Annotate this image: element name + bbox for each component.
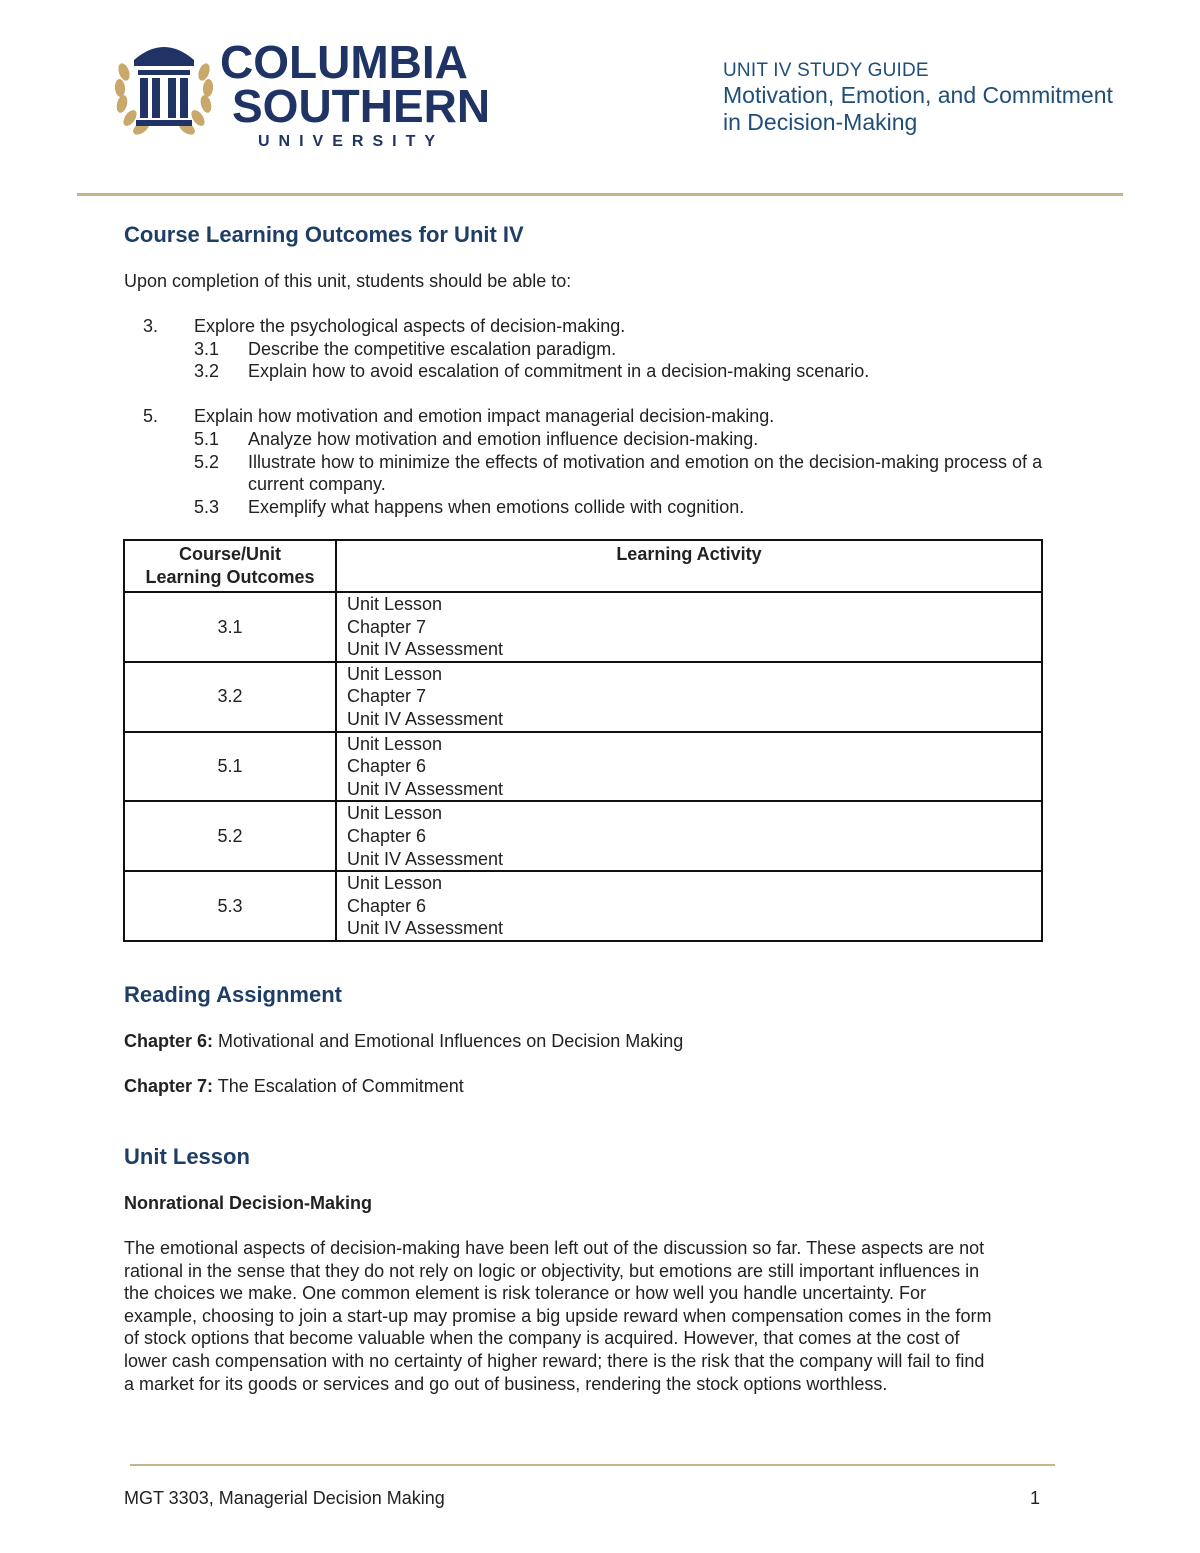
- reading-label: Chapter 7:: [124, 1076, 214, 1096]
- columns-building-icon: [134, 47, 194, 126]
- sub-outcome-number: 5.2: [194, 451, 220, 472]
- sub-outcome-item: [194, 360, 1104, 383]
- sub-outcome-text: Analyze how motivation and emotion influence decision-making.: [248, 428, 759, 449]
- outcome-code: 3.2: [124, 662, 336, 732]
- activity-item: Chapter 6: [347, 825, 427, 846]
- table-row: [124, 871, 1042, 941]
- header-outcomes: Course/Unit Learning Outcomes: [124, 540, 336, 592]
- reading-text: Motivational and Emotional Influences on Decision Making: [218, 1031, 684, 1051]
- page-number: 1: [1030, 1488, 1041, 1508]
- reading-label: Chapter 6:: [124, 1031, 214, 1051]
- sub-outcome-item: [194, 338, 1104, 361]
- lesson-paragraph: [124, 1237, 1084, 1395]
- study-guide-title-line2: in Decision-Making: [723, 109, 918, 135]
- table-row: [124, 592, 1042, 662]
- sub-outcome-number: 3.1: [194, 338, 220, 359]
- activity-item: Unit Lesson: [347, 873, 443, 894]
- study-guide-label: UNIT IV STUDY GUIDE: [723, 60, 929, 81]
- outcomes-table: [123, 539, 1043, 942]
- sub-outcome-text: Illustrate how to minimize the effects of motivation and emotion on the decision-making process of a current company.: [248, 451, 1043, 495]
- sub-outcome-item: [194, 428, 1104, 451]
- table-header-row: [124, 540, 1042, 592]
- paragraph-line: example, choosing to join a start-up may promise a big upside reward when compensation comes in the form: [124, 1305, 992, 1326]
- outcome-item: [124, 405, 1104, 428]
- activity-item: Chapter 6: [347, 895, 427, 916]
- table-row: [124, 732, 1042, 802]
- activity-item: Unit IV Assessment: [347, 708, 504, 729]
- activity-item: Unit IV Assessment: [347, 639, 504, 660]
- outcome-number: 3.: [143, 316, 159, 336]
- table-row: [124, 801, 1042, 871]
- activity-cell: [336, 871, 1042, 941]
- outcome-item: [124, 315, 1104, 338]
- outcome-number: 5.: [143, 406, 159, 427]
- outcome-code: 5.1: [124, 732, 336, 802]
- logo-line1: COLUMBIA: [220, 36, 468, 88]
- outcome-text: Explore the psychological aspects of decision-making.: [194, 316, 626, 336]
- reading-heading: Reading Assignment: [124, 982, 342, 1007]
- logo-line2: SOUTHERN: [232, 80, 491, 132]
- reading-text: The Escalation of Commitment: [217, 1076, 464, 1096]
- sub-outcome-number: 3.2: [194, 361, 220, 382]
- logo-line3: UNIVERSITY: [258, 133, 445, 150]
- paragraph-line: the choices we make. One common element is risk tolerance or how well you handle uncertainty. For: [124, 1283, 927, 1304]
- header-activity: Learning Activity: [336, 540, 1042, 592]
- activity-cell: [336, 592, 1042, 662]
- sub-outcome-text: Exemplify what happens when emotions collide with cognition.: [248, 496, 745, 517]
- activity-item: Unit IV Assessment: [347, 778, 504, 799]
- university-logo: [112, 30, 492, 155]
- sub-outcome-item: [194, 451, 1104, 496]
- study-guide-header: [723, 60, 1113, 136]
- sub-outcome-text: Describe the competitive escalation paradigm.: [248, 338, 617, 359]
- outcome-code: 5.2: [124, 801, 336, 871]
- sub-outcome-item: [194, 496, 1104, 519]
- activity-item: Unit Lesson: [347, 733, 443, 754]
- paragraph-line: lower cash compensation with no certainty of higher reward; there is the risk that the company will fail to find: [124, 1350, 985, 1371]
- activity-item: Chapter 7: [347, 616, 427, 637]
- sub-outcome-number: 5.1: [194, 428, 220, 449]
- footer-divider: [130, 1464, 1055, 1466]
- outcomes-list: [124, 315, 1104, 518]
- reading-item: [124, 1030, 683, 1052]
- activity-item: Unit Lesson: [347, 803, 443, 824]
- activity-cell: [336, 801, 1042, 871]
- activity-cell: [336, 732, 1042, 802]
- paragraph-line: rational in the sense that they do not rely on logic or objectivity, but emotions are still important influences in: [124, 1260, 980, 1281]
- lesson-heading: Unit Lesson: [124, 1144, 250, 1169]
- sub-outcome-text: Explain how to avoid escalation of commitment in a decision-making scenario.: [248, 361, 870, 382]
- activity-item: Unit Lesson: [347, 663, 443, 684]
- header-divider: [77, 193, 1123, 196]
- table-row: [124, 662, 1042, 732]
- study-guide-title-line1: Motivation, Emotion, and Commitment: [723, 82, 1113, 108]
- outcome-code: 5.3: [124, 871, 336, 941]
- outcomes-intro: Upon completion of this unit, students should be able to:: [124, 271, 572, 291]
- lesson-subheading: Nonrational Decision-Making: [124, 1193, 373, 1213]
- activity-item: Chapter 7: [347, 686, 427, 707]
- outcomes-heading: Course Learning Outcomes for Unit IV: [124, 222, 524, 247]
- paragraph-line: The emotional aspects of decision-making have been left out of the discussion so far. These aspects are not: [124, 1238, 985, 1258]
- reading-item: [124, 1075, 464, 1097]
- sub-outcome-number: 5.3: [194, 496, 220, 517]
- columbia-southern-logo: [112, 30, 492, 155]
- activity-item: Unit IV Assessment: [347, 918, 504, 939]
- outcome-code: 3.1: [124, 592, 336, 662]
- activity-item: Unit IV Assessment: [347, 848, 504, 869]
- footer-course: MGT 3303, Managerial Decision Making: [124, 1488, 445, 1508]
- paragraph-line: of stock options that become valuable when the company is acquired. However, that comes at the cost of: [124, 1328, 960, 1349]
- outcome-text: Explain how motivation and emotion impact managerial decision-making.: [194, 406, 775, 427]
- activity-cell: [336, 662, 1042, 732]
- paragraph-line: a market for its goods or services and go out of business, rendering the stock options worthless.: [124, 1373, 888, 1394]
- activity-item: Chapter 6: [347, 756, 427, 777]
- activity-item: Unit Lesson: [347, 594, 443, 614]
